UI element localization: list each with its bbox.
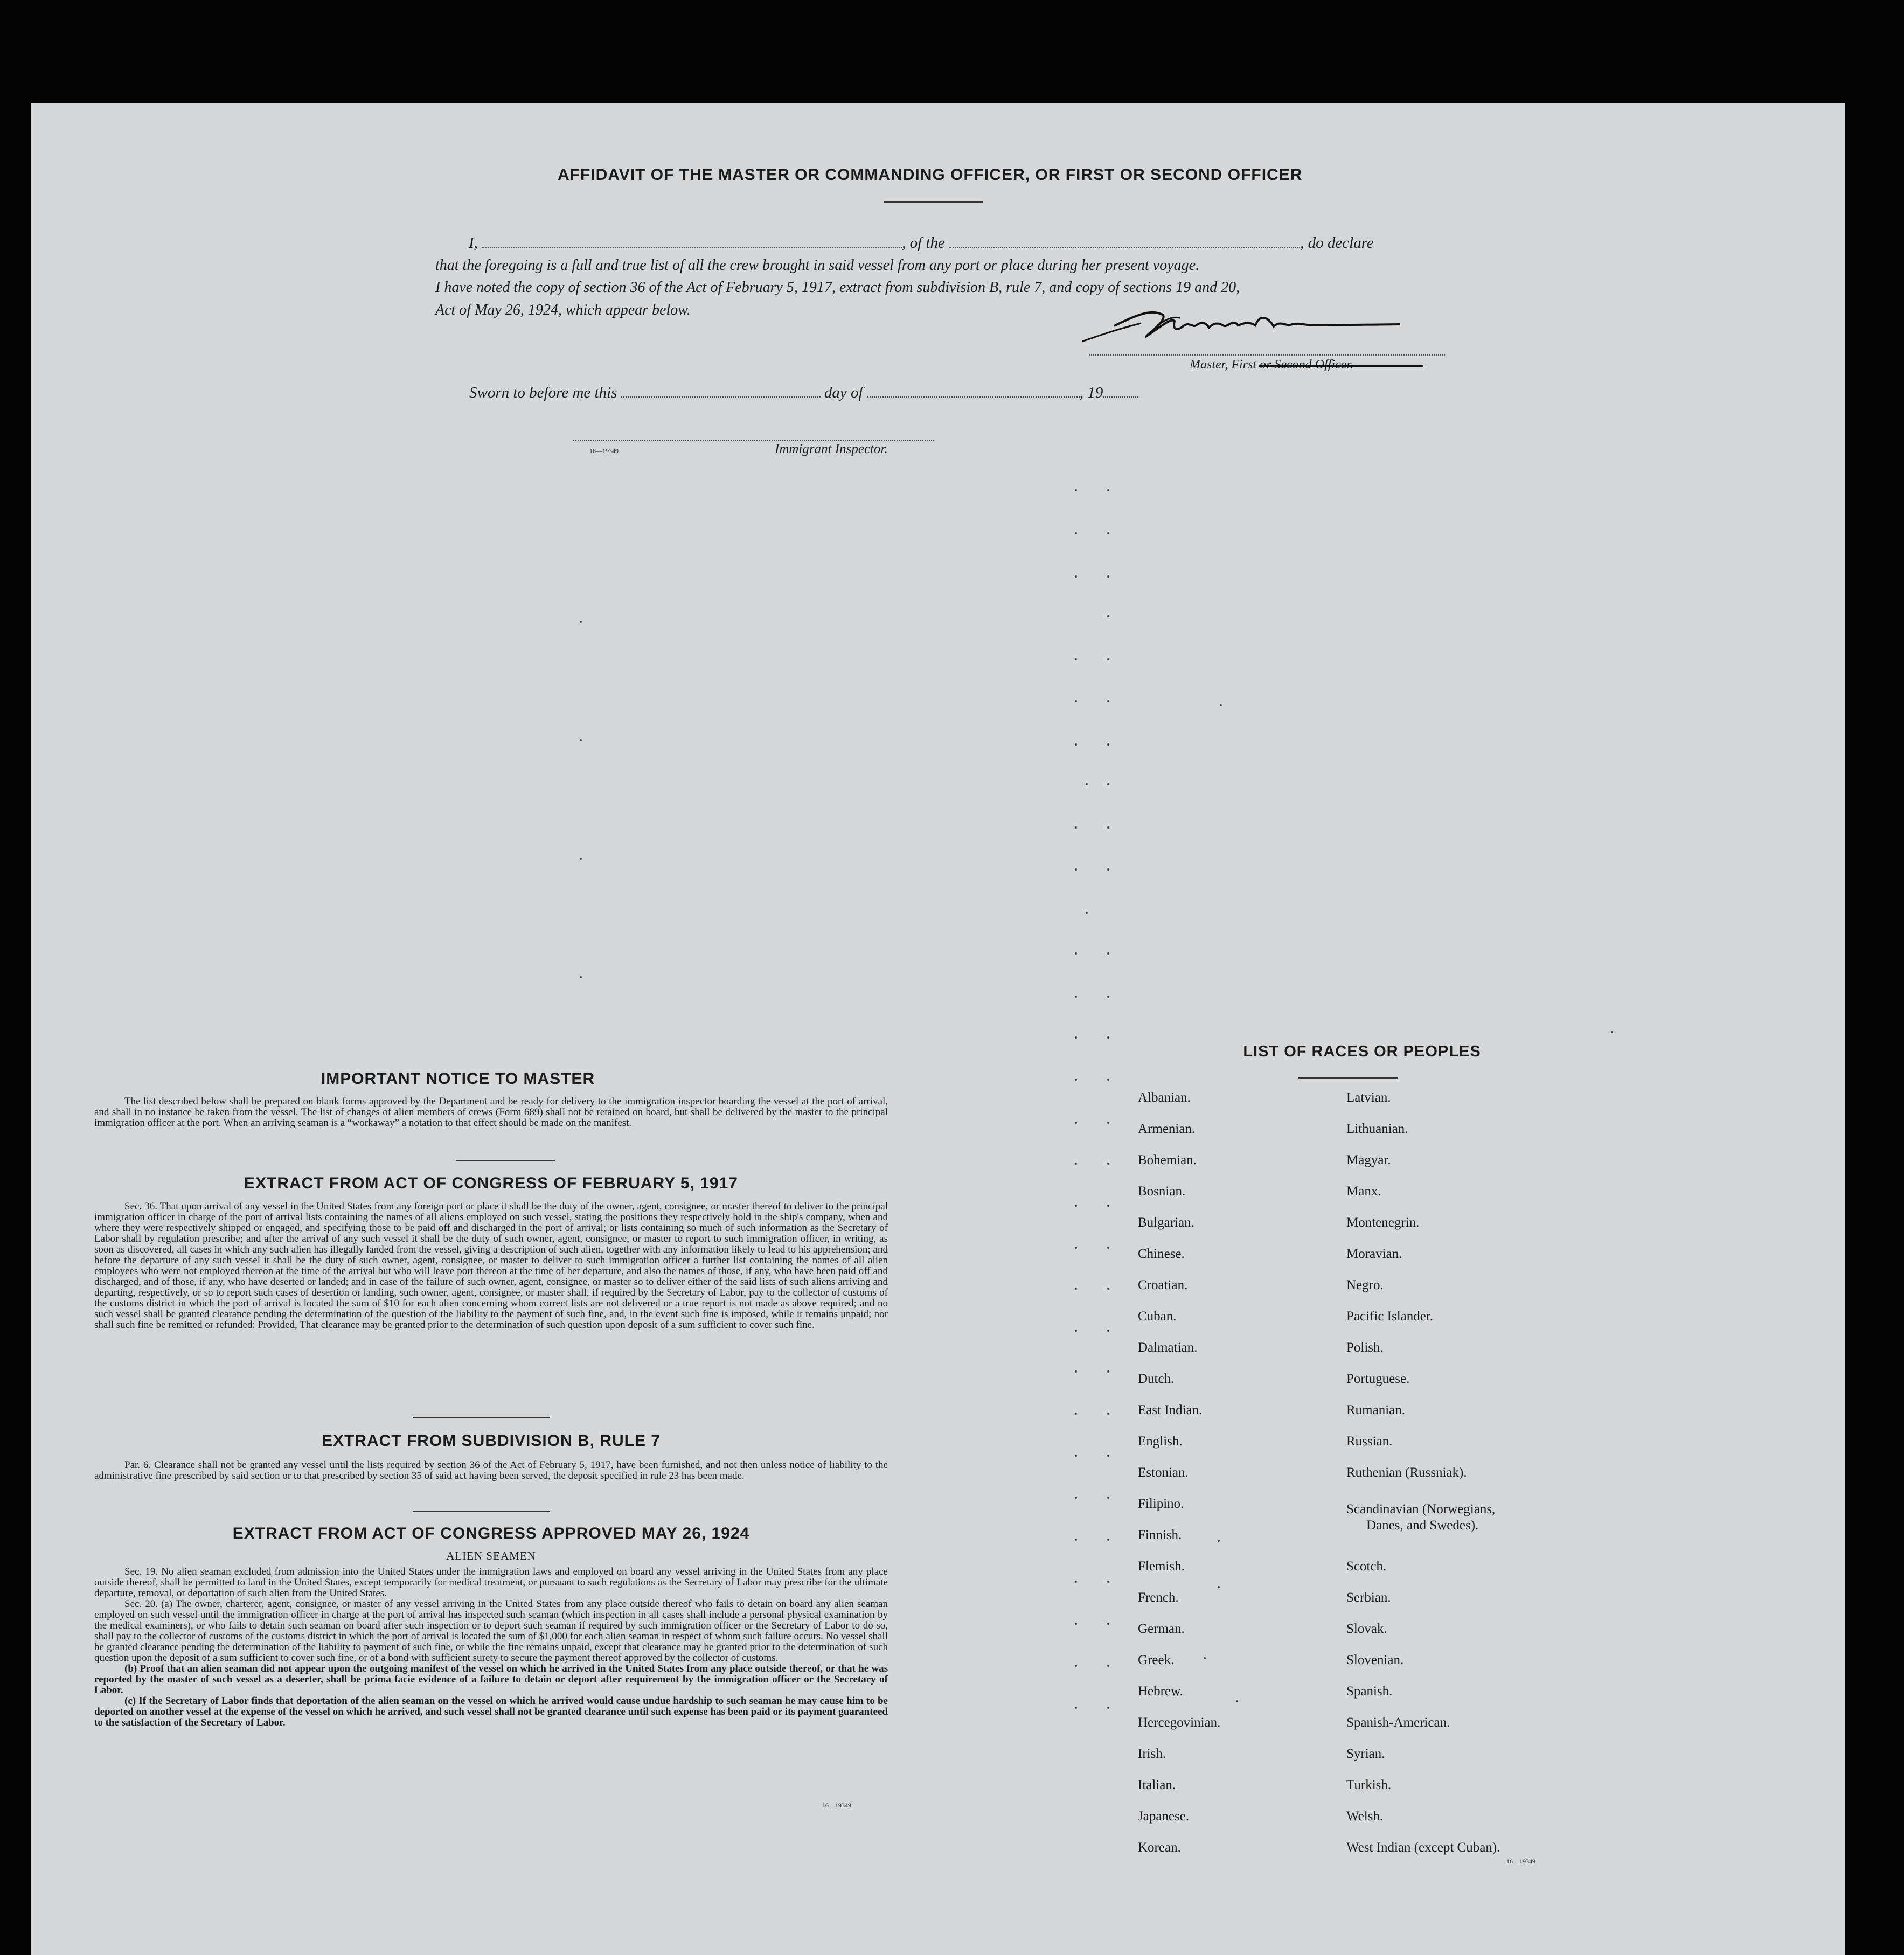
race-item: Estonian.	[1138, 1465, 1189, 1480]
master-signature-line	[1089, 354, 1445, 356]
scan-speck	[1075, 1413, 1077, 1415]
races-divider	[1298, 1077, 1398, 1079]
race-item: Portuguese.	[1346, 1372, 1410, 1386]
race-item: Irish.	[1138, 1747, 1166, 1761]
race-item: Slovenian.	[1346, 1653, 1404, 1667]
scan-speck	[1075, 1539, 1077, 1541]
notice-body: The list described below shall be prepared on blank forms approved by the Department and be ready for delivery to the immigration inspector boarding the vessel at the port of arrival, and shall in no instance be taken from the vessel. The list of changes of alien members of crews (Form 689) shall not be retained on board, but shall be delivered by the master to the principal immigration officer at the port. When an arriving seaman is a “workaway” a notation to that effect should be made on the manifest.	[94, 1096, 888, 1129]
scan-speck	[1107, 952, 1109, 955]
race-item: Latvian.	[1346, 1090, 1391, 1105]
race-item: Welsh.	[1346, 1809, 1384, 1824]
race-item: Montenegrin.	[1346, 1215, 1420, 1230]
master-signature	[1082, 302, 1459, 350]
sworn-year: , 19	[1079, 384, 1103, 401]
scan-speck	[1107, 1079, 1109, 1081]
scan-speck	[1107, 1413, 1109, 1415]
declaration-line-4: Act of May 26, 1924, which appear below.	[435, 302, 691, 318]
race-item: French.	[1138, 1590, 1179, 1605]
scan-speck	[1075, 532, 1077, 534]
inspector-label: Immigrant Inspector.	[775, 442, 888, 456]
master-label: Master, First or Second Officer.	[1190, 358, 1353, 372]
scan-speck	[1075, 1665, 1077, 1667]
strike-through-mark	[1259, 365, 1423, 367]
sworn-day-of: day of	[824, 384, 863, 401]
race-item: Albanian.	[1138, 1090, 1191, 1105]
scan-speck	[1075, 1581, 1077, 1583]
year-blank[interactable]	[1103, 396, 1138, 398]
scan-speck	[1107, 615, 1109, 617]
scan-speck	[1107, 1330, 1109, 1332]
scan-speck	[1107, 1205, 1109, 1207]
race-item: Serbian.	[1346, 1590, 1391, 1605]
scan-speck	[1107, 1036, 1109, 1039]
scan-speck	[1107, 1247, 1109, 1249]
title-divider	[884, 201, 983, 203]
scan-speck	[1075, 1036, 1077, 1039]
rule7-body: Par. 6. Clearance shall not be granted any vessel until the lists required by section 36 of the Act of February 5, 1917, have been furnished, and not then unless notice of liability to the administrative fine prescribed by said section or to that prescribed by section 35 of said act having been served, the deposit specified in rule 23 has been made.	[94, 1459, 888, 1481]
scan-speck	[1075, 1079, 1077, 1081]
race-item: Bosnian.	[1138, 1184, 1186, 1199]
scan-speck	[1075, 1370, 1077, 1373]
document-page	[31, 103, 1845, 1955]
extract-form-number: 16—19349	[822, 1801, 851, 1809]
scan-speck	[1075, 1288, 1077, 1290]
scan-speck	[580, 739, 582, 741]
race-item: Greek.	[1138, 1653, 1175, 1667]
scan-speck	[1075, 1205, 1077, 1207]
scan-speck	[1075, 658, 1077, 660]
scan-speck	[1204, 1657, 1206, 1659]
race-item: Scotch.	[1346, 1559, 1387, 1574]
scan-speck	[1075, 1455, 1077, 1457]
race-item: Filipino.	[1138, 1497, 1184, 1511]
declaration-line-3: I have noted the copy of section 36 of the Act of February 5, 1917, extract from subdivision B, rule 7, and copy of sections 19 and 20,	[435, 279, 1240, 296]
extract-1917-divider	[413, 1417, 550, 1418]
rule7-title: EXTRACT FROM SUBDIVISION B, RULE 7	[321, 1432, 661, 1450]
extract-1917-title: EXTRACT FROM ACT OF CONGRESS OF FEBRUARY 5, 1917	[244, 1174, 738, 1192]
scan-speck	[1075, 1330, 1077, 1332]
scan-speck	[1107, 1288, 1109, 1290]
declaration-i: I,	[469, 234, 478, 252]
scan-speck	[1107, 1623, 1109, 1625]
scan-speck	[1107, 1455, 1109, 1457]
race-item: Russian.	[1346, 1434, 1393, 1449]
scan-speck	[1107, 1539, 1109, 1541]
scan-speck	[1075, 952, 1077, 955]
declaration-line-2: that the foregoing is a full and true list of all the crew brought in said vessel from any port or place during her present voyage.	[435, 257, 1200, 274]
section-20b: (b) Proof that an alien seaman did not appear upon the outgoing manifest of the vessel on which he arrived in the United States from any place outside thereof, or that he was reported by the master of such vessel as a deserter, shall be prima facie evidence of a failure to detain or deport after requirement by the immigration officer or the Secretary of Labor.	[94, 1663, 888, 1696]
scan-speck	[580, 858, 582, 860]
declaration-of-the: , of the	[902, 234, 945, 252]
rule7-divider	[413, 1511, 550, 1512]
scan-speck	[1107, 1122, 1109, 1124]
scan-speck	[1086, 912, 1088, 914]
scan-speck	[1075, 868, 1077, 871]
scan-speck	[1107, 1370, 1109, 1373]
races-title: LIST OF RACES OR PEOPLES	[1243, 1043, 1481, 1060]
scan-speck	[1107, 1665, 1109, 1667]
scan-speck	[580, 976, 582, 978]
name-blank[interactable]	[482, 247, 902, 248]
scan-speck	[1075, 489, 1077, 491]
scan-speck	[1075, 826, 1077, 829]
race-item: Dalmatian.	[1138, 1340, 1198, 1355]
race-item: Negro.	[1346, 1278, 1384, 1292]
section-20c: (c) If the Secretary of Labor finds that deportation of the alien seaman on the vessel on which he arrived would cause undue hardship to such seaman he may cause him to be deported on another vessel at the expense of the vessel on which he arrived, and such vessel shall not be granted clearance until such expense has been paid or its payment guaranteed to the satisfaction of the Secretary of Labor.	[94, 1695, 888, 1728]
race-item: Italian.	[1138, 1778, 1176, 1792]
scan-speck	[1218, 1540, 1220, 1542]
race-item: Lithuanian.	[1346, 1122, 1408, 1136]
race-item: Rumanian.	[1346, 1403, 1406, 1417]
race-item: Finnish.	[1138, 1528, 1182, 1542]
scan-speck	[1107, 575, 1109, 578]
scan-speck	[1107, 868, 1109, 871]
scan-speck	[1107, 743, 1109, 746]
race-item: Ruthenian (Russniak).	[1346, 1465, 1467, 1480]
race-item: West Indian (except Cuban).	[1346, 1840, 1500, 1855]
month-blank[interactable]	[867, 396, 1080, 398]
scan-speck	[1107, 1163, 1109, 1165]
race-item: Manx.	[1346, 1184, 1381, 1199]
declaration-line-1	[469, 232, 1374, 254]
race-item: Pacific Islander.	[1346, 1309, 1434, 1324]
race-item: East Indian.	[1138, 1403, 1203, 1417]
race-item: English.	[1138, 1434, 1183, 1449]
race-item: Turkish.	[1346, 1778, 1392, 1792]
scan-speck	[1075, 1623, 1077, 1625]
race-item: Scandinavian (Norwegians,	[1346, 1502, 1496, 1516]
scan-speck	[1220, 704, 1222, 706]
scan-speck	[1107, 1707, 1109, 1709]
scan-speck	[1075, 1163, 1077, 1165]
scan-speck	[1107, 996, 1109, 998]
sworn-line	[469, 381, 1138, 404]
notice-title: IMPORTANT NOTICE TO MASTER	[321, 1070, 595, 1088]
race-item: Flemish.	[1138, 1559, 1185, 1574]
race-item: Cuban.	[1138, 1309, 1177, 1324]
affidavit-title: AFFIDAVIT OF THE MASTER OR COMMANDING OFFICER, OR FIRST OR SECOND OFFICER	[558, 166, 1303, 184]
race-item: Bohemian.	[1138, 1153, 1197, 1167]
scan-speck	[1075, 1122, 1077, 1124]
races-form-number: 16—19349	[1506, 1857, 1535, 1865]
extract-1924-title: EXTRACT FROM ACT OF CONGRESS APPROVED MAY 26, 1924	[232, 1525, 750, 1542]
scan-speck	[1107, 826, 1109, 829]
scan-speck	[1236, 1700, 1238, 1702]
scan-speck	[1107, 1497, 1109, 1499]
scan-speck	[1075, 1497, 1077, 1499]
race-item: Polish.	[1346, 1340, 1384, 1355]
day-blank[interactable]	[621, 396, 821, 398]
vessel-blank[interactable]	[949, 247, 1300, 248]
race-item: Japanese.	[1138, 1809, 1190, 1824]
scan-speck	[1107, 489, 1109, 491]
race-item: Syrian.	[1346, 1747, 1385, 1761]
scan-speck	[1086, 783, 1088, 785]
form-number-small: 16—19349	[589, 447, 619, 455]
race-item: Bulgarian.	[1138, 1215, 1194, 1230]
scan-speck	[580, 621, 582, 623]
race-item-continuation: Danes, and Swedes).	[1366, 1518, 1479, 1533]
scan-speck	[1075, 743, 1077, 746]
race-item: Spanish.	[1346, 1684, 1393, 1699]
race-item: Spanish-American.	[1346, 1715, 1450, 1730]
scan-speck	[1075, 575, 1077, 578]
race-item: Dutch.	[1138, 1372, 1175, 1386]
scan-speck	[1611, 1031, 1613, 1033]
scan-speck	[1107, 532, 1109, 534]
race-item: Magyar.	[1346, 1153, 1391, 1167]
section-19: Sec. 19. No alien seaman excluded from admission into the United States under the immigration laws and employed on board any vessel arriving in the United States from any place outside thereof, shall be permitted to land in the United States, except temporarily for medical treatment, or pursuant to such regulations as the Secretary of Labor may prescribe for the ultimate departure, removal, or deportation of such alien from the United States.	[94, 1566, 888, 1599]
scan-speck	[1107, 1581, 1109, 1583]
scan-speck	[1075, 700, 1077, 702]
race-item: Moravian.	[1346, 1247, 1402, 1261]
notice-divider	[456, 1160, 555, 1161]
scan-speck	[1107, 783, 1109, 785]
scan-speck	[1075, 1247, 1077, 1249]
scan-speck	[1218, 1586, 1220, 1588]
race-item: Croatian.	[1138, 1278, 1188, 1292]
extract-1924-body	[94, 1567, 888, 1728]
race-item: Armenian.	[1138, 1122, 1196, 1136]
extract-1917-body: Sec. 36. That upon arrival of any vessel in the United States from any foreign port or place it shall be the duty of the owner, agent, consignee, or master thereof to deliver to the principal immigration officer in charge of the port of arrival lists containing the names of all aliens employed on such vessel, stating the positions they respectively hold in the ship's company, when and where they were respectively shipped or engaged, and specifying those to be paid off and discharged in the port of arrival; or lists containing so much of such information as the Secretary of Labor shall by regulation prescribe; and after the arrival of any such vessel it shall be the duty of such owner, agent, consignee, or master to report to such immigration officer, in writing, as soon as discovered, all cases in which any such alien has illegally landed from the vessel, giving a description of such alien, together with any information likely to lead to his apprehension; and before the departure of any such vessel it shall be the duty of such owner, agent, consignee, or master to deliver to such immigration officer a further list containing the names of all alien employees who were not employed thereon at the time of the arrival but who will leave port thereon at the time of her departure, and also the names of those, if any, who have been paid off and discharged, and of those, if any, who have deserted or landed; and in case of the failure of such owner, agent, consignee, or master so to deliver either of the said lists of such aliens arriving and departing, respectively, or so to report such cases of desertion or landing, such owner, agent, consignee, or master shall, if required by the Secretary of Labor, pay to the collector of customs of the customs district in which the port of arrival is located the sum of $10 for each alien concerning whom correct lists are not delivered or a true report is not made as above required; and no such vessel shall be granted clearance pending the determination of the question of the liability to the payment of such fine, and, in the event such fine is imposed, while it remains unpaid; nor shall such fine be remitted or refunded: Provided, That clearance may be granted prior to the determination of such question upon deposit of a sum sufficient to cover such fine.	[94, 1201, 888, 1331]
sworn-prefix: Sworn to before me this	[469, 384, 617, 401]
extract-1924-subtitle: ALIEN SEAMEN	[446, 1549, 536, 1562]
scan-speck	[1107, 700, 1109, 702]
scan-speck	[1107, 658, 1109, 660]
section-20a: Sec. 20. (a) The owner, charterer, agent, consignee, or master of any vessel arriving in the United States from any place outside thereof who fails to detain on board any alien seaman employed on such vessel until the immigration officer in charge at the port of arrival has inspected such seaman (which inspection in all cases shall include a personal physical examination by the medical examiners), or who fails to detain such seaman on board after such inspection or to deport such seaman if required by such immigration officer or the Secretary of Labor to do so, shall pay to the collector of customs of the customs district in which the port of arrival is located the sum of $1,000 for each alien seaman in respect of whom such failure occurs. No vessel shall be granted clearance pending the determination of the liability to payment of such fine, or while the fine remains unpaid, except that clearance may be granted prior to the determination of such question upon the deposit of a sum sufficient to cover such fine, or of a bond with sufficient surety to secure the payment thereof approved by the collector of customs.	[94, 1598, 888, 1664]
race-item: German.	[1138, 1622, 1185, 1636]
race-item: Hebrew.	[1138, 1684, 1183, 1699]
race-item: Hercegovinian.	[1138, 1715, 1221, 1730]
race-item: Slovak.	[1346, 1622, 1387, 1636]
scan-speck	[1075, 996, 1077, 998]
scan-speck	[1075, 1707, 1077, 1709]
declaration-do-declare: , do declare	[1300, 234, 1374, 252]
race-item: Korean.	[1138, 1840, 1181, 1855]
race-item: Chinese.	[1138, 1247, 1185, 1261]
